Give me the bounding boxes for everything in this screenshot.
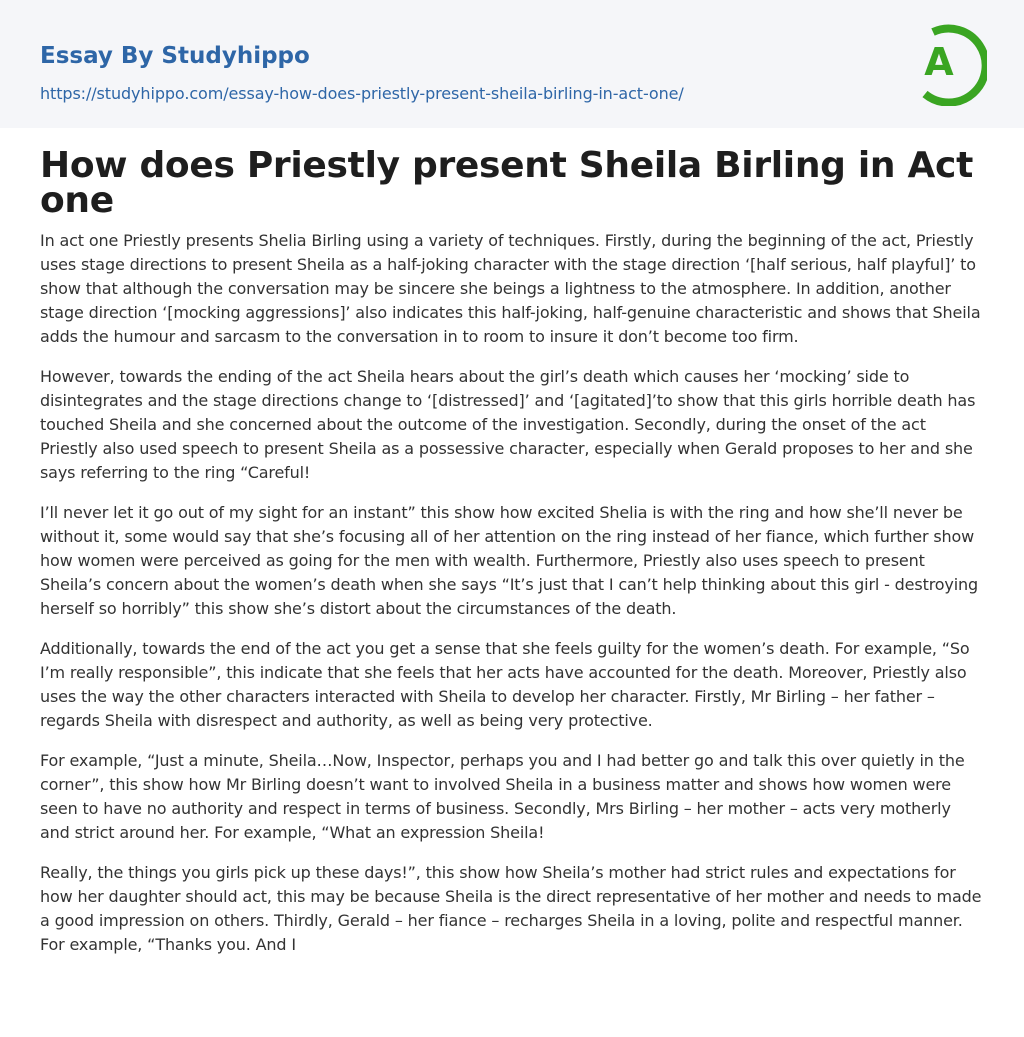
essay-body: [40, 229, 984, 957]
article-content: [0, 145, 1024, 957]
studyhippo-logo-icon[interactable]: [911, 18, 987, 106]
essay-paragraph: Additionally, towards the end of the act you get a sense that she feels guilty for the women’s death. For example, “So I’m really responsible”, this indicate that she feels that her acts have accounted for the death. Moreover, Priestly also uses the way the other characters interacted with Sheila to develop her character. Firstly, Mr Birling – her father – regards Sheila with disrespect and authority, as well as being very protective.: [40, 639, 970, 730]
essay-paragraph: I’ll never let it go out of my sight for an instant” this show how excited Shelia is with the ring and how she’ll never be without it, some would say that she’s focusing all of her attention on the ring instead of her fiance, which further show how women were perceived as going for the men with wealth. Furthermore, Priestly also uses speech to present Sheila’s concern about the women’s death when she says “It’s just that I can’t help thinking about this girl - destroying herself so horribly” this show she’s distort about the circumstances of the death.: [40, 503, 979, 618]
essay-paragraph: However, towards the ending of the act Sheila hears about the girl’s death which causes her ‘mocking’ side to disintegrates and the stage directions change to ‘[distressed]’ and ‘[agitated]’to show that this girls horrible death has touched Sheila and she concerned about the outcome of the investigation. Secondly, during the onset of the act Priestly also used speech to present Sheila as a possessive character, especially when Gerald proposes to her and she says referring to the ring “Careful!: [40, 367, 976, 482]
essay-paragraph: For example, “Just a minute, Sheila…Now, Inspector, perhaps you and I had better go and talk this over quietly in the corner”, this show how Mr Birling doesn’t want to involved Sheila in a business matter and shows how women were seen to have no authority and respect in terms of business. Secondly, Mrs Birling – her mother – acts very motherly and strict around her. For example, “What an expression Sheila!: [40, 751, 965, 842]
site-brand[interactable]: Essay By Studyhippo: [40, 43, 310, 69]
essay-url-link[interactable]: https://studyhippo.com/essay-how-does-priestly-present-sheila-birling-in-act-one/: [40, 84, 684, 103]
essay-paragraph: Really, the things you girls pick up these days!”, this show how Sheila’s mother had strict rules and expectations for how her daughter should act, this may be because Sheila is the direct representative of her mother and needs to made a good impression on others. Thirdly, Gerald – her fiance – recharges Sheila in a loving, polite and respectful manner. For example, “Thanks you. And I: [40, 863, 982, 954]
essay-paragraph: In act one Priestly presents Shelia Birling using a variety of techniques. Firstly, during the beginning of the act, Priestly uses stage directions to present Sheila as a half-joking character with the stage direction ‘[half serious, half playful]’ to show that although the conversation may be sincere she beings a lightness to the atmosphere. In addition, another stage direction ‘[mocking aggressions]’ also indicates this half-joking, half-genuine characteristic and shows that Sheila adds the humour and sarcasm to the conversation in to room to insure it don’t become too firm.: [40, 231, 981, 346]
logo-letter: A: [924, 40, 954, 84]
site-header: [0, 0, 1024, 128]
page-title: How does Priestly present Sheila Birling in Act one: [40, 145, 973, 221]
